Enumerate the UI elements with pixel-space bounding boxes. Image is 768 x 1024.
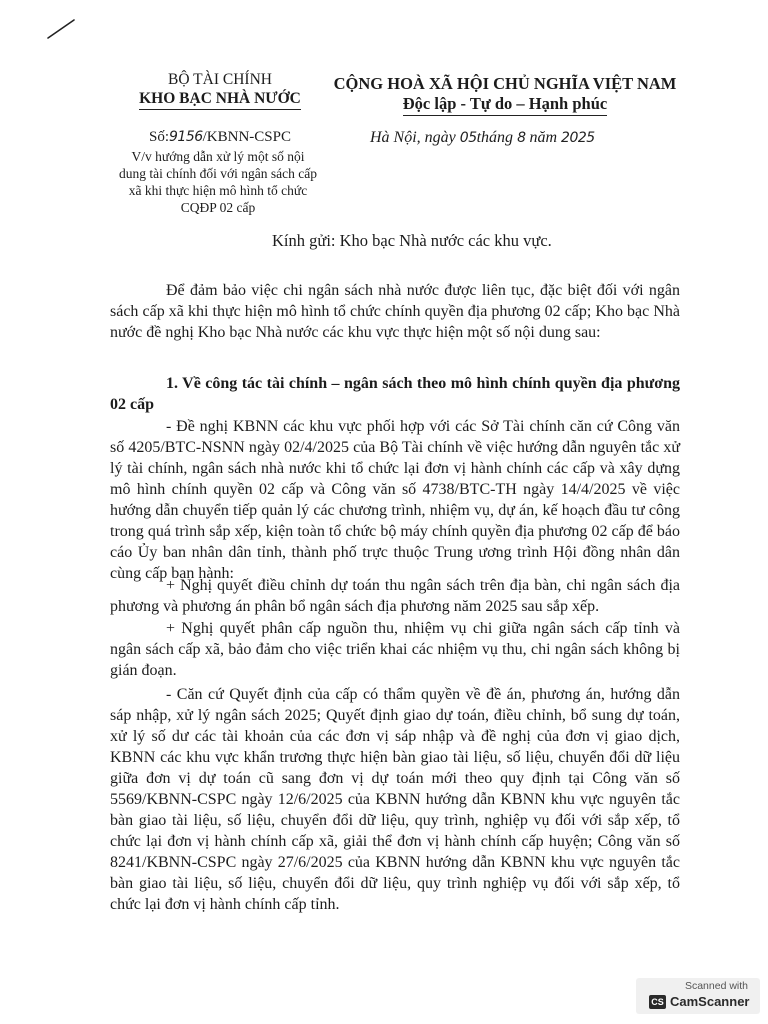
bullet-2: + Nghị quyết phân cấp nguồn thu, nhiệm vụ chi giữa ngân sách cấp tỉnh và ngân sách cấp xã, bảo đảm cho việc triển khai các nhiệm vụ thu, chi ngân sách không bị gián đoạn.: [110, 620, 680, 679]
date-year-handwritten: 2025: [561, 130, 595, 146]
document-subject: V/v hướng dẫn xử lý một số nội dung tài chính đối với ngân sách cấp xã khi thực hiện mô hình tổ chức CQĐP 02 cấp: [119, 149, 317, 215]
country-name: CỘNG HOÀ XÃ HỘI CHỦ NGHĨA VIỆT NAM: [333, 74, 677, 93]
camscanner-logo-icon: CS: [649, 995, 666, 1009]
handwritten-stroke: [46, 18, 76, 40]
motto: Độc lập - Tự do – Hạnh phúc: [403, 94, 607, 116]
camscanner-watermark: [636, 978, 760, 1014]
date-day-handwritten: 05: [459, 130, 477, 146]
bullet-1: + Nghị quyết điều chỉnh dự toán thu ngân sách trên địa bàn, chi ngân sách địa phương và phương án phân bổ ngân sách địa phương năm 2025 sau sắp xếp.: [110, 577, 680, 615]
paragraph-1: - Đề nghị KBNN các khu vực phối hợp với các Sở Tài chính căn cứ Công văn số 4205/BTC-NSNN ngày 02/4/2025 của Bộ Tài chính về việc hướng dẫn nguyên tắc xử lý tài chính, ngân sách nhà nước khi tổ chức lại đơn vị hành chính các cấp và xây dựng mô hình chính quyền 02 cấp và Công văn số 4738/BTC-TH ngày 14/4/2025 về việc hướng dẫn chuyển tiếp quản lý các chương trình, nhiệm vụ, dự án, kế hoạch đầu tư công trong quá trình sắp xếp, kiện toàn tổ chức bộ máy chính quyền địa phương 02 cấp để báo cáo Ủy ban nhân dân tỉnh, thành phố trực thuộc Trung ương trình Hội đồng nhân dân cùng cấp ban hành:: [110, 418, 680, 582]
issuing-authority: [100, 71, 340, 110]
watermark-brand: CamScanner: [670, 994, 750, 1009]
document-date: Hà Nội, ngày 05tháng 8 năm 2025: [370, 129, 595, 146]
paragraph-2: - Căn cứ Quyết định của cấp có thẩm quyền về đề án, phương án, hướng dẫn sáp nhập, xử lý ngân sách 2025; Quyết định giao dự toán, điều chỉnh, bổ sung dự toán, xử lý số dư các tài khoản của các đơn vị sáp nhập và đề nghị của đơn vị giao dịch, KBNN các khu vực khẩn trương thực hiện bàn giao tài liệu, số liệu, chuyển đổi dữ liệu giữa đơn vị dự toán cũ sang đơn vị dự toán mới theo quy định tại Công văn số 5569/KBNN-CSPC ngày 12/6/2025 của KBNN hướng dẫn KBNN khu vực nguyên tắc bàn giao tài liệu, số liệu, chuyển đổi dữ liệu, quy trình, nghiệp vụ đối với sắp xếp, tổ chức lại đơn vị hành chính cấp xã, giải thể đơn vị hành chính cấp huyện; Công văn số 8241/KBNN-CSPC ngày 27/6/2025 của KBNN hướng dẫn KBNN khu vực nguyên tắc bàn giao tài liệu, số liệu, chuyển đổi dữ liệu, quy trình nghiệp vụ đối với sắp xếp, tổ chức lại đơn vị hành chính cấp tỉnh.: [110, 686, 680, 913]
section-1-title: 1. Về công tác tài chính – ngân sách theo mô hình chính quyền địa phương 02 cấp: [110, 375, 680, 413]
ministry-name: BỘ TÀI CHÍNH: [168, 71, 272, 88]
recipient-line: Kính gửi: Kho bạc Nhà nước các khu vực.: [272, 231, 552, 250]
document-number-handwritten: 9156: [169, 129, 203, 145]
document-number: Số:9156/KBNN-CSPC: [148, 129, 291, 145]
intro-paragraph: Để đảm bảo việc chi ngân sách nhà nước được liên tục, đặc biệt đối với ngân sách cấp xã khi thực hiện mô hình tổ chức chính quyền địa phương 02 cấp; Kho bạc Nhà nước đề nghị Kho bạc Nhà nước các khu vực thực hiện một số nội dung sau:: [110, 282, 680, 341]
national-header: [325, 74, 685, 116]
agency-name: KHO BẠC NHÀ NƯỚC: [139, 89, 301, 110]
date-month-handwritten: 8: [517, 130, 526, 146]
watermark-caption: Scanned with: [684, 980, 748, 992]
